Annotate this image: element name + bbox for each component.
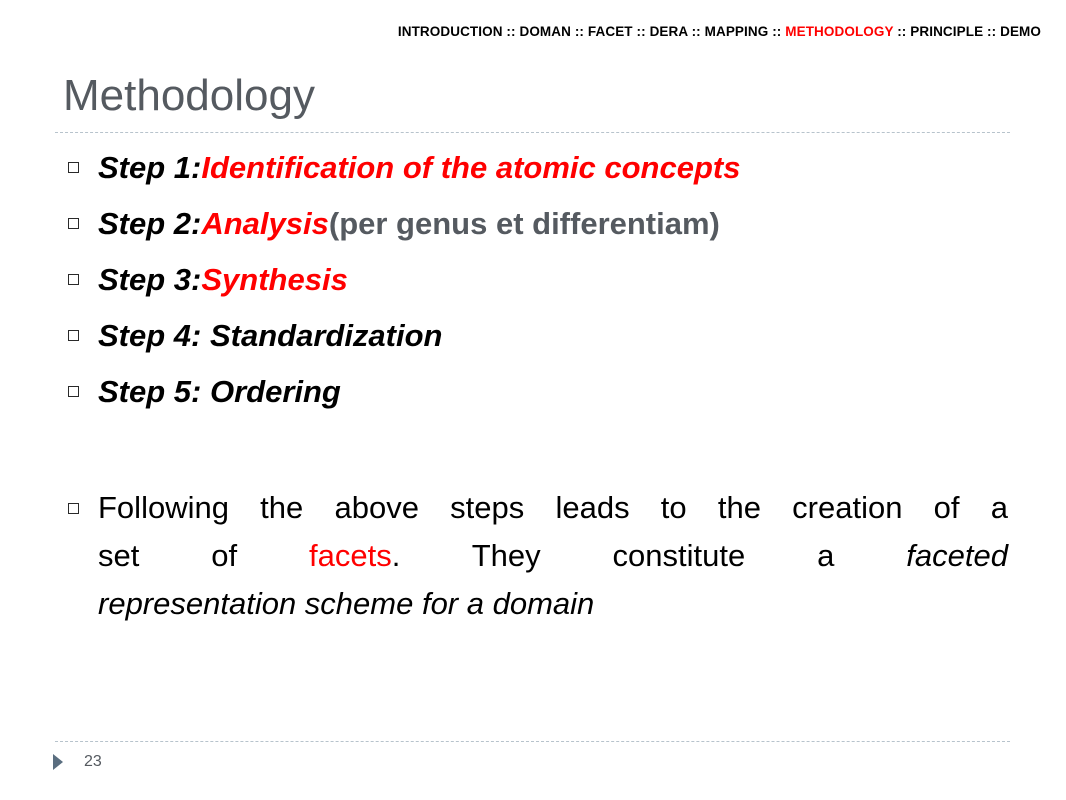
square-bullet-icon bbox=[68, 386, 79, 397]
nav-separator: :: bbox=[983, 24, 1001, 39]
step-1-item bbox=[68, 150, 740, 186]
step-3-highlight: Synthesis bbox=[201, 262, 348, 297]
page-number: 23 bbox=[84, 753, 102, 770]
faceted-emphasis: faceted bbox=[906, 538, 1008, 573]
step-4-item bbox=[68, 318, 442, 354]
section-breadcrumb-nav bbox=[398, 24, 1041, 39]
step-3-item bbox=[68, 262, 348, 298]
nav-item-methodology[interactable]: METHODOLOGY bbox=[785, 24, 894, 39]
step-1-highlight: Identification of the atomic concepts bbox=[201, 150, 741, 185]
nav-item-demo[interactable]: DEMO bbox=[1000, 24, 1041, 39]
nav-separator: :: bbox=[632, 24, 650, 39]
summary-text bbox=[98, 484, 1008, 628]
nav-separator: :: bbox=[687, 24, 705, 39]
step-5-label: Step 5: Ordering bbox=[98, 374, 341, 409]
triangle-marker-icon bbox=[53, 754, 63, 770]
square-bullet-icon bbox=[68, 274, 79, 285]
summary-line-2-pre: set of bbox=[98, 538, 310, 573]
step-5-item bbox=[68, 374, 341, 410]
step-2-prefix: Step 2: bbox=[98, 206, 202, 241]
summary-line-3: representation scheme for a domain bbox=[98, 586, 595, 621]
square-bullet-icon bbox=[68, 162, 79, 173]
summary-line-1: Following the above steps leads to the creation of a bbox=[98, 490, 1008, 525]
nav-item-mapping[interactable]: MAPPING bbox=[704, 24, 769, 39]
summary-line-2 bbox=[98, 532, 1008, 580]
square-bullet-icon bbox=[68, 503, 79, 514]
nav-item-principle[interactable]: PRINCIPLE bbox=[910, 24, 984, 39]
step-4-label: Step 4: Standardization bbox=[98, 318, 443, 353]
step-3-prefix: Step 3: bbox=[98, 262, 202, 297]
nav-item-facet[interactable]: FACET bbox=[587, 24, 633, 39]
nav-separator: :: bbox=[570, 24, 588, 39]
nav-item-doman[interactable]: DOMAN bbox=[519, 24, 571, 39]
nav-separator: :: bbox=[502, 24, 520, 39]
summary-paragraph bbox=[68, 484, 1008, 628]
step-2-item bbox=[68, 206, 720, 242]
slide-title: Methodology bbox=[63, 71, 315, 120]
square-bullet-icon bbox=[68, 330, 79, 341]
step-2-highlight: Analysis bbox=[201, 206, 329, 241]
summary-line-2-post: . They constitute a bbox=[391, 538, 907, 573]
footer-divider bbox=[55, 741, 1010, 742]
title-divider bbox=[55, 132, 1010, 133]
step-1-prefix: Step 1: bbox=[98, 150, 202, 185]
nav-separator: :: bbox=[768, 24, 786, 39]
nav-item-introduction[interactable]: INTRODUCTION bbox=[397, 24, 503, 39]
nav-separator: :: bbox=[893, 24, 911, 39]
step-2-suffix: (per genus et differentiam) bbox=[328, 206, 720, 241]
facets-highlight: facets bbox=[309, 538, 392, 573]
square-bullet-icon bbox=[68, 218, 79, 229]
nav-item-dera[interactable]: DERA bbox=[649, 24, 688, 39]
